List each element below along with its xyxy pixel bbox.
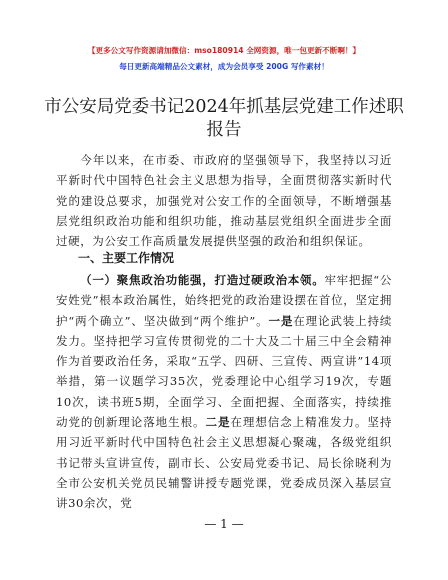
subsection-text: 牢牢把握“公安姓党”根本政治属性，始终把党的政治建设摆在首位，坚定拥护“两个确立”、坚决做到“两个维护”。	[56, 273, 392, 328]
document-title-line1: 市公安局党委书记2024年抓基层党建工作述职	[44, 97, 404, 117]
section-heading: 一、主要工作情况	[78, 251, 175, 265]
point1-label: 一是	[268, 313, 294, 328]
intro-paragraph	[56, 150, 392, 251]
promo-banner-line1: 【更多公文写作资源请加微信：mso180914 全网资源，唯一包更新不断啊！】	[87, 46, 361, 55]
point2-label: 二是	[205, 415, 231, 430]
promo-banner-line2: 每日更新高端精品公文素材，成为会员享受 200G 写作素材！	[119, 62, 329, 71]
point2-text: 在理想信念上精准发力。坚持用习近平新时代中国特色社会主义思想凝心聚魂，各级党组织书记带头宣讲宣传，副市长、公安局党委书记、局长徐晓利为全市公安机关党员民辅警讲授专题党课，党委成员深入基层宣讲30余次，党	[56, 415, 392, 511]
point1-text: 在理论武装上持续发力。坚持把学习宣传贯彻党的二十大及二十届三中全会精神作为首要政治任务，采取“五学、四研、三宣传、两宣讲”14项举措，第一议题学习35次，党委理论中心组学习19次，专题10次，读书班5期，全面学习、全面把握、全面落实，持续推动党的创新理论落地生根。	[56, 313, 392, 430]
document-title-line2: 报告	[206, 120, 242, 140]
section-paragraph	[56, 270, 392, 514]
subsection-heading: （一）聚焦政治功能强，打造过硬政治本领。	[80, 273, 325, 287]
page-number: — 1 —	[204, 517, 244, 531]
intro-text: 今年以来，在市委、市政府的坚强领导下，我坚持以习近平新时代中国特色社会主义思想为指导，全面贯彻落实新时代党的建设总要求，加强党对公安工作的全面领导，不断增强基层党组织政治功能和组织功能，推动基层党组织全面进步全面过硬，为公安工作高质量发展提供坚强的政治和组织保证。	[56, 153, 392, 249]
